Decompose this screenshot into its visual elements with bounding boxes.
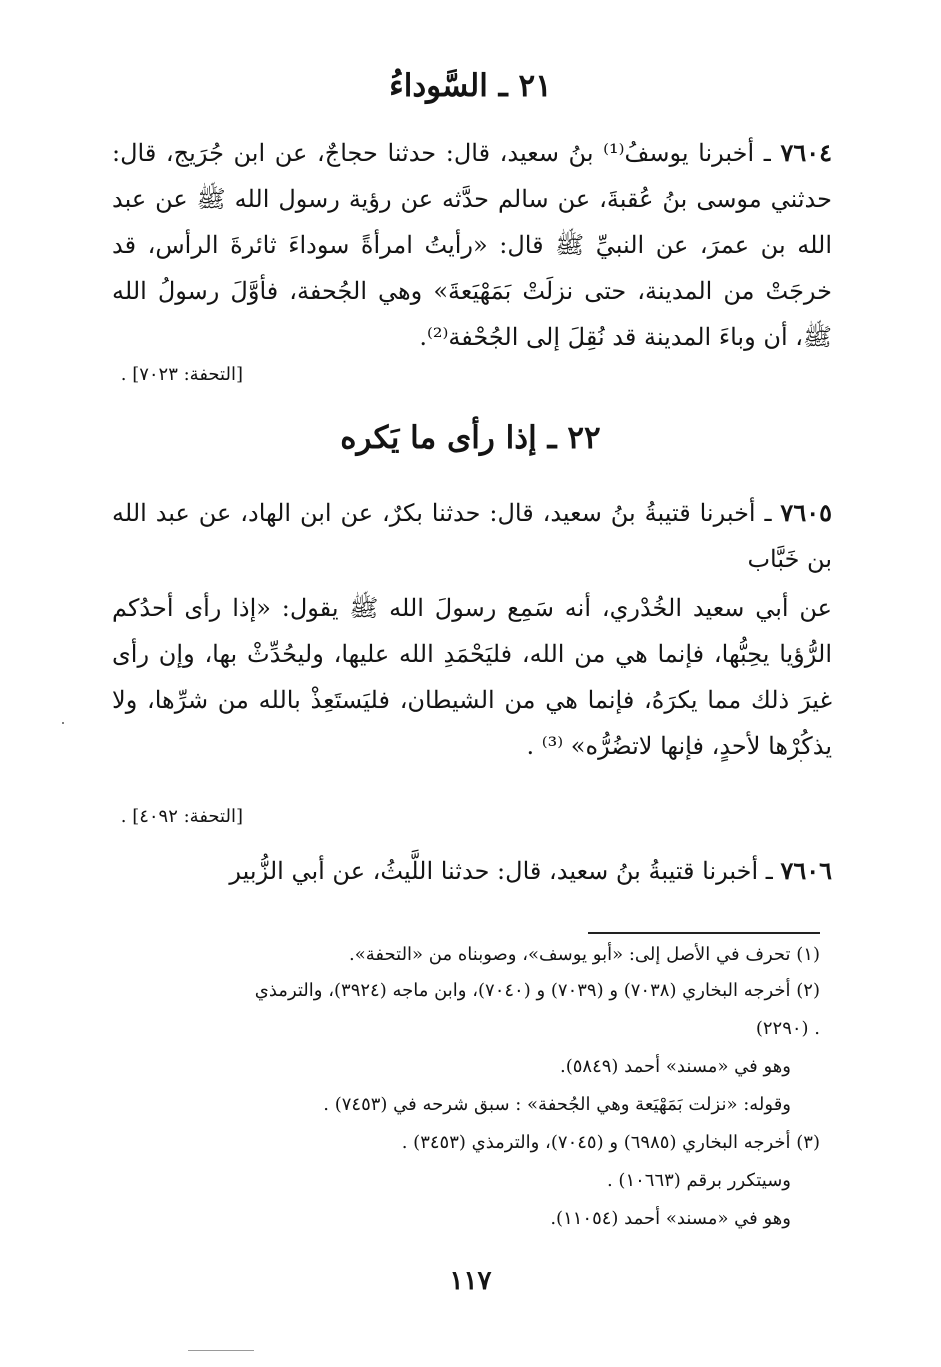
hadith-7605-isnad	[112, 490, 832, 582]
chapter-title-22: ٢٢ ـ إذا رأى ما يَكره	[340, 420, 601, 456]
scan-speck	[800, 760, 802, 762]
hadith-number: ٧٦٠٤	[780, 138, 832, 167]
footnote-2-note: وهو في «مسند» أحمد (٥٨٤٩).	[559, 1056, 791, 1077]
footnote-separator	[588, 932, 820, 934]
page-number: ١١٧	[449, 1266, 492, 1296]
hadith-7604	[112, 130, 832, 360]
footnote-2: (٢) أخرجه البخاري (٧٠٣٨) و (٧٠٣٩) و (٧٠٤٠)، وابن ماجه (٣٩٢٤)، والترمذي	[254, 980, 820, 1001]
scan-speck	[62, 722, 64, 724]
footnote-2-note: وقوله: «نزلت بَمَهْيَعة وهي الجُحفة» : سبق شرحه في (٧٤٥٣) .	[323, 1094, 791, 1115]
hadith-number: ٧٦٠٦	[780, 856, 832, 885]
tuhfa-reference: [التحفة: ٧٠٢٣] .	[120, 364, 243, 385]
footnote-2-continued: (٢٢٩٠) .	[755, 1018, 820, 1039]
hadith-text: ـ أخبرنا قتيبةُ بنُ سعيد، قال: حدثنا اللَّيثُ، عن أبي الزُّبير	[229, 857, 773, 885]
footnote-3: (٣) أخرجه البخاري (٦٩٨٥) و (٧٠٤٥)، والترمذي (٣٤٥٣) .	[401, 1132, 820, 1153]
hadith-text: ـ أخبرنا يوسفُ⁽¹⁾ بنُ سعيد، قال: حدثنا حجاجٌ، عن ابن جُرَيج، قال: حدثني موسى بنُ عُقبةَ، عن سالم حدَّثه عن رؤية رسول الله ﷺ عن عبد الله بن عمرَ، عن النبيِّ ﷺ قال: «رأيتُ امرأةً سوداءَ ثائرةَ الرأس، قد خرجَتْ من المدينة، حتى نزلَتْ بَمَهْيَعةَ» وهي الجُحفة، فأوَّلَ رسولُ الله ﷺ، أن وباءَ المدينة قد نُقِلَ إلى الجُحْفة⁽²⁾.	[112, 139, 832, 351]
hadith-7605-matn: عن أبي سعيد الخُدْري، أنه سَمِع رسولَ الله ﷺ يقول: «إذا رأى أحدُكم الرُّؤيا يحِبُّها، فإنما هي من الله، فليَحْمَدِ الله عليها، وليحُدِّثْ بها، وإن رأى غيرَ ذلك مما يكرَهُ، فإنما هي من الشيطان، فليَستَعِذْ بالله من شرِّها، ولا يذكُرْها لأحدٍ، فإنها لاتضُرُّه» ⁽³⁾ .	[112, 594, 832, 760]
footnote-3-note: وسيتكرر برقم (١٠٦٦٣) .	[606, 1170, 791, 1191]
hadith-number: ٧٦٠٥	[780, 498, 832, 527]
footnote-1: (١) تحرف في الأصل إلى: «أبو يوسف»، وصوبناه من «التحفة».	[349, 944, 820, 965]
hadith-7606	[112, 848, 832, 894]
hadith-text: ـ أخبرنا قتيبةُ بنُ سعيد، قال: حدثنا بكرٌ، عن ابن الهاد، عن عبد الله بن خَبَّاب	[112, 499, 832, 573]
scan-artifact	[188, 1350, 254, 1351]
tuhfa-reference: [التحفة: ٤٠٩٢] .	[120, 806, 243, 827]
chapter-title-21: ٢١ ـ السَّوداءُ	[389, 68, 552, 104]
footnote-3-note: وهو في «مسند» أحمد (١١٠٥٤).	[550, 1208, 791, 1229]
